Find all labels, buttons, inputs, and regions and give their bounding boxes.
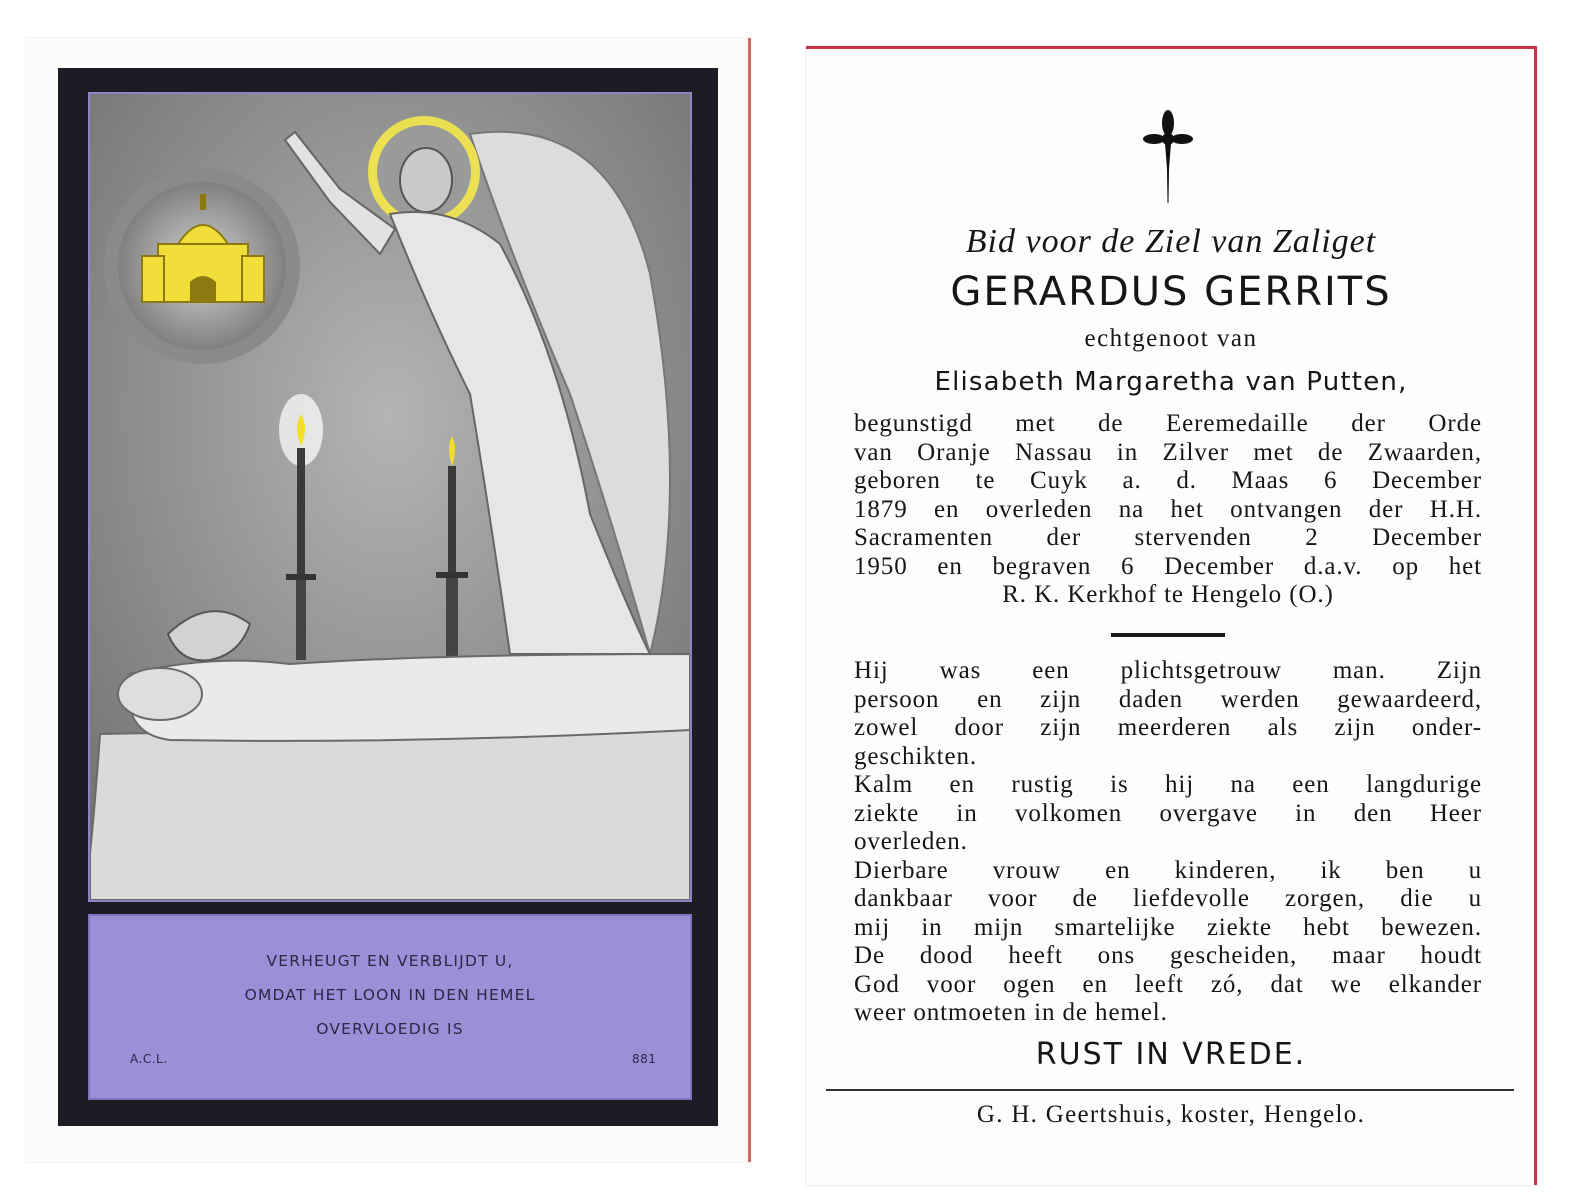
card-number: 881 bbox=[632, 1052, 657, 1066]
motto-line-3: OVERVLOEDIG IS bbox=[316, 1020, 464, 1038]
printer-line: G. H. Geertshuis, koster, Hengelo. bbox=[976, 1101, 1366, 1128]
testament-line: Dierbare vrouw en kinderen, ik ben u bbox=[854, 856, 1482, 884]
bio-line: 1879 en overleden na het ontvangen der H.H. bbox=[854, 495, 1482, 523]
bio-line: begunstigd met de Eeremedaille der Orde bbox=[854, 410, 1482, 437]
front-card bbox=[26, 38, 751, 1162]
testament-line: mij in mijn smartelijke ziekte hebt bewezen. bbox=[854, 913, 1482, 941]
footer-rule bbox=[826, 1089, 1514, 1091]
spouse-intro: echtgenoot van bbox=[1084, 325, 1258, 352]
testament-line: weer ontmoeten in de hemel. bbox=[854, 999, 1168, 1026]
bio-line: Sacramenten der stervenden 2 December bbox=[854, 524, 1482, 551]
church-medallion bbox=[104, 168, 300, 364]
deceased-name: GERARDUS GERRITS bbox=[950, 269, 1392, 315]
testament-line: geschikten. bbox=[854, 742, 978, 770]
testament-line: God voor ogen en leeft zó, dat we elkander bbox=[854, 970, 1482, 998]
motto-line-2: OMDAT HET LOON IN DEN HEMEL bbox=[244, 986, 536, 1004]
bio-line: van Oranje Nassau in Zilver met de Zwaarden, bbox=[854, 438, 1482, 466]
spouse-name: Elisabeth Margaretha van Putten, bbox=[934, 367, 1408, 397]
testament-line: dankbaar voor de liefdevolle zorgen, die u bbox=[854, 885, 1482, 912]
testament-line: Kalm en rustig is hij na een langdurige bbox=[854, 771, 1482, 798]
divider bbox=[1111, 633, 1225, 637]
testament-line: overleden. bbox=[854, 828, 968, 855]
closing-blessing: RUST IN VREDE. bbox=[1035, 1037, 1307, 1072]
testament-line: zowel door zijn meerderen als zijn onder- bbox=[854, 714, 1482, 741]
printer-code: A.C.L. bbox=[130, 1052, 168, 1066]
testament-line: ziekte in volkomen overgave in den Heer bbox=[854, 799, 1482, 827]
testament-paragraph bbox=[854, 657, 1482, 1028]
testament-line: persoon en zijn daden werden gewaardeerd, bbox=[854, 685, 1482, 713]
scripture-panel bbox=[88, 914, 692, 1100]
cross-icon bbox=[1143, 109, 1193, 210]
motto-line-1: VERHEUGT EN VERBLIJDT U, bbox=[266, 952, 514, 970]
testament-line: De dood heeft ons gescheiden, maar houdt bbox=[854, 942, 1482, 969]
invocation: Bid voor de Ziel van Zaliget bbox=[965, 223, 1377, 260]
memorial-text-card bbox=[806, 46, 1537, 1185]
angel-illustration bbox=[88, 92, 692, 902]
mourning-frame bbox=[58, 68, 718, 1126]
bio-line: 1950 en begraven 6 December d.a.v. op het bbox=[854, 552, 1482, 580]
biography-paragraph bbox=[854, 410, 1482, 610]
bio-line: R. K. Kerkhof te Hengelo (O.) bbox=[1002, 581, 1334, 608]
testament-line: Hij was een plichtsgetrouw man. Zijn bbox=[854, 657, 1482, 684]
bio-line: geboren te Cuyk a. d. Maas 6 December bbox=[854, 467, 1482, 494]
